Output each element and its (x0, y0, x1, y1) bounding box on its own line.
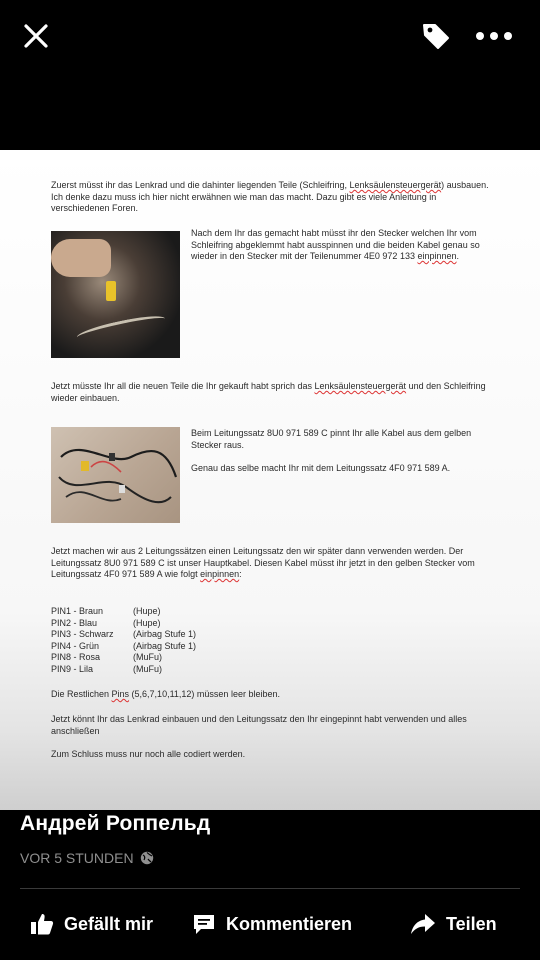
comment-label: Kommentieren (226, 913, 353, 934)
doc-text-misspelled: einpinnen (417, 251, 457, 261)
post-author-section (20, 812, 520, 866)
comment-icon (192, 912, 216, 936)
yellow-connector-shape (106, 281, 116, 301)
doc-text: . (456, 251, 460, 261)
pin-label: PIN9 - Lila (51, 663, 94, 674)
doc-paragraph-8: Jetzt könnt Ihr das Lenkrad einbauen und den Leitungssatz den Ihr eingepinnt habt verwenden und alles anschließen (51, 714, 467, 736)
pin-row (51, 641, 311, 653)
more-options-icon (472, 22, 516, 50)
pin-function: (Hupe) (133, 606, 161, 616)
post-timestamp[interactable]: VOR 5 STUNDEN (20, 850, 134, 866)
wire-shape (76, 312, 167, 344)
pin-row (51, 664, 311, 676)
thumbs-up-icon (30, 912, 54, 936)
pin-function: (MuFu) (133, 652, 162, 662)
doc-paragraph-9: Zum Schluss muss nur noch alle codiert werden. (51, 749, 246, 759)
pin-row (51, 652, 311, 664)
pin-label: PIN2 - Blau (51, 617, 98, 628)
doc-text-misspelled: Lenksäulensteuergerät (314, 381, 407, 391)
divider (20, 888, 520, 889)
doc-text: : (239, 569, 242, 579)
pin-list (51, 606, 311, 675)
doc-paragraph-2 (191, 228, 496, 263)
doc-paragraph-1 (51, 180, 496, 215)
doc-text: (5,6,7,10,11,12) müssen leer bleiben. (129, 689, 280, 699)
pin-label: PIN8 - Rosa (51, 652, 101, 662)
viewer-top-bar (0, 0, 540, 150)
doc-text: Jetzt machen wir aus 2 Leitungssätzen einen Leitungssatz den wir später dann verwenden werden. Der Leitungssatz 8U0 971 589 C ist unser Hauptkabel. Diesen Kabel müsst ihr jetzt in den gelben Stecker vom Leitungssatz 4F0 971 589 A wie folgt (51, 546, 475, 579)
like-label: Gefällt mir (64, 913, 154, 934)
doc-text-misspelled: einpinnen (200, 569, 240, 579)
post-meta (20, 850, 154, 866)
post-photo[interactable] (0, 150, 540, 810)
pin-function: (MuFu) (133, 663, 162, 674)
doc-text-misspelled: Pins (111, 689, 130, 699)
close-button[interactable] (20, 20, 52, 52)
doc-paragraph-5: Genau das selbe macht Ihr mit dem Leitungssatz 4F0 971 589 A. (191, 463, 451, 473)
more-options-button[interactable] (472, 22, 516, 50)
hand-shape (51, 239, 111, 277)
doc-text: Die Restlichen (51, 689, 112, 699)
author-name[interactable]: Андрей Роппельд (20, 812, 211, 835)
doc-text: Nach dem Ihr das gemacht habt müsst ihr den Stecker welchen Ihr vom Schleifring abgeklemmt habt ausspinnen und die beiden Kabel genau so wieder in den Stecker mit der Teilenummer 4E0 972 133 (191, 228, 480, 261)
doc-text: ) ausbauen. Ich denke dazu muss ich hier nicht erwähnen wie man das macht. Dazu gibt es viele Anleitung in verschiedenen Foren. (51, 180, 489, 213)
pin-function: (Airbag Stufe 1) (133, 629, 197, 639)
photo-wiring-harness (51, 427, 180, 523)
doc-text: und den Schleifring wieder einbauen. (51, 381, 486, 403)
wiring-harness-drawing (51, 427, 180, 523)
tag-icon (420, 20, 452, 52)
photo-steering-connector (51, 231, 180, 358)
tag-photo-button[interactable] (420, 20, 452, 52)
share-icon (410, 912, 436, 936)
pin-row (51, 629, 311, 641)
pin-function: (Hupe) (133, 617, 161, 628)
doc-paragraph-3 (51, 381, 496, 404)
share-label: Teilen (446, 913, 497, 934)
comment-button[interactable] (192, 900, 352, 948)
pin-function: (Airbag Stufe 1) (133, 640, 197, 651)
pin-label: PIN4 - Grün (51, 640, 100, 651)
pin-label: PIN1 - Braun (51, 606, 104, 616)
doc-paragraph-6 (51, 546, 496, 581)
post-action-bar (0, 900, 540, 948)
share-button[interactable] (410, 900, 497, 948)
close-icon (20, 20, 52, 52)
like-button[interactable] (30, 900, 153, 948)
pin-label: PIN3 - Schwarz (51, 629, 114, 639)
doc-text: Jetzt müsste Ihr all die neuen Teile die Ihr gekauft habt sprich das (51, 381, 315, 391)
doc-text-misspelled: Lenksäulensteuergerät (349, 180, 442, 190)
doc-paragraph-7 (51, 689, 496, 701)
pin-row (51, 618, 311, 630)
pin-row (51, 606, 311, 618)
doc-text: Zuerst müsst ihr das Lenkrad und die dahinter liegenden Teile (Schleifring, (51, 180, 350, 190)
globe-icon (140, 851, 154, 865)
doc-paragraph-4: Beim Leitungssatz 8U0 971 589 C pinnt Ihr alle Kabel aus dem gelben Stecker raus. (191, 428, 472, 450)
